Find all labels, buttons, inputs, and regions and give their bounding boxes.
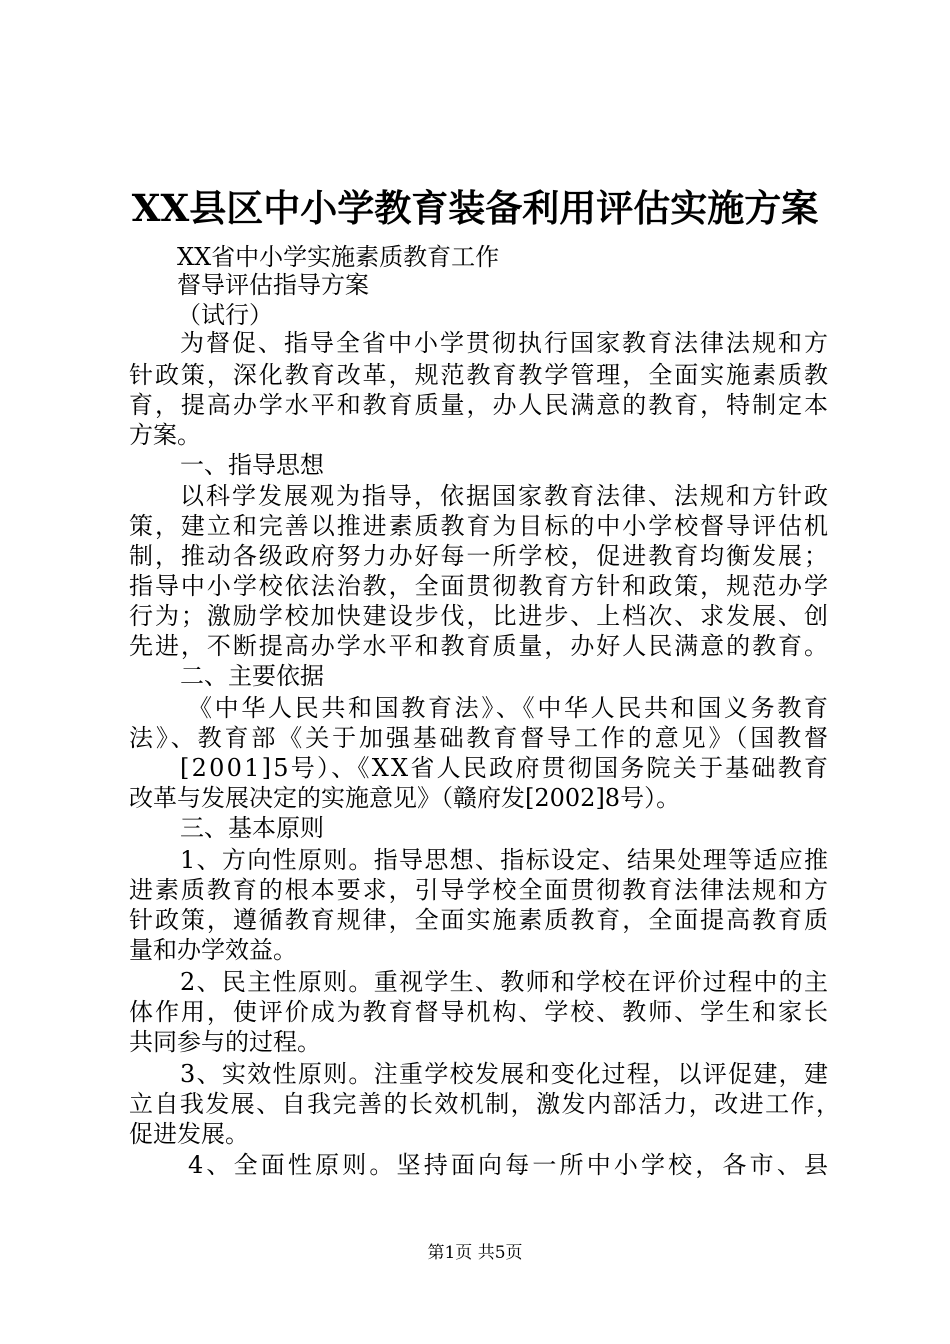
body-line-text: 指导中小学校依法治教，全面贯彻教育方针和政策，规范办学: [129, 572, 830, 600]
body-line-text: 针政策，遵循教育规律，全面实施素质教育，全面提高教育质: [129, 906, 830, 934]
body-line-text: 一、指导思想: [180, 451, 324, 479]
body-line-text: 进素质教育的根本要求，引导学校全面贯彻教育法律法规和方: [129, 876, 830, 904]
body-line-text: 策，建立和完善以推进素质教育为目标的中小学校督导评估机: [129, 512, 830, 540]
body-line-text: 立自我发展、自我完善的长效机制，激发内部活力，改进工作，: [129, 1090, 842, 1118]
body-line-text: 《中华人民共和国教育法》、《中华人民共和国义务教育: [188, 694, 831, 722]
body-line-text: 针政策，深化教育改革，规范教育教学管理，全面实施素质教: [129, 361, 830, 389]
body-line-text: [2001]5号）、《XX省人民政府贯彻国务院关于基础教育: [180, 754, 831, 782]
page-footer: 第1页 共5页: [427, 1243, 523, 1263]
body-line-text: 为督促、指导全省中小学贯彻执行国家教育法律法规和方: [180, 329, 830, 357]
body-line-text: 育，提高办学水平和教育质量，办人民满意的教育，特制定本: [129, 391, 830, 419]
body-line-text: 二、主要依据: [180, 662, 324, 690]
body-line-text: 三、基本原则: [180, 814, 324, 842]
body-line-text: 体作用，使评价成为教育督导机构、学校、教师、学生和家长: [129, 998, 830, 1026]
body-line-text: 2、民主性原则。重视学生、教师和学校在评价过程中的主: [180, 968, 830, 996]
body-line-text: 共同参与的过程。: [129, 1028, 321, 1056]
body-line-text: 1、方向性原则。指导思想、指标设定、结果处理等适应推: [180, 846, 830, 874]
body-line-text: 制，推动各级政府努力办好每一所学校，促进教育均衡发展；: [129, 542, 830, 570]
body-line-text: 改革与发展决定的实施意见》（赣府发[2002]8号）。: [129, 784, 681, 812]
body-line-text: （试行）: [177, 301, 273, 329]
body-line-text: 督导评估指导方案: [177, 271, 369, 299]
body-line-text: 量和办学效益。: [129, 936, 297, 964]
body-line-text: 先进，不断提高办学水平和教育质量，办好人民满意的教育。: [129, 632, 830, 660]
body-line-text: 行为；激励学校加快建设步伐，比进步、上档次、求发展、创: [129, 602, 830, 630]
document-title: XX县区中小学教育装备利用评估实施方案: [131, 186, 819, 230]
body-line-text: 4、全面性原则。坚持面向每一所中小学校，各市、县: [188, 1151, 832, 1179]
body-line-text: 促进发展。: [129, 1120, 249, 1148]
body-line-text: 法》、教育部《关于加强基础教育督导工作的意见》（国教督: [129, 724, 831, 752]
body-line-text: 方案。: [129, 421, 201, 449]
body-line-text: 以科学发展观为指导，依据国家教育法律、法规和方针政: [180, 482, 830, 510]
body-line-text: 3、实效性原则。注重学校发展和变化过程，以评促建，建: [180, 1060, 830, 1088]
body-line-text: XX省中小学实施素质教育工作: [177, 243, 500, 271]
